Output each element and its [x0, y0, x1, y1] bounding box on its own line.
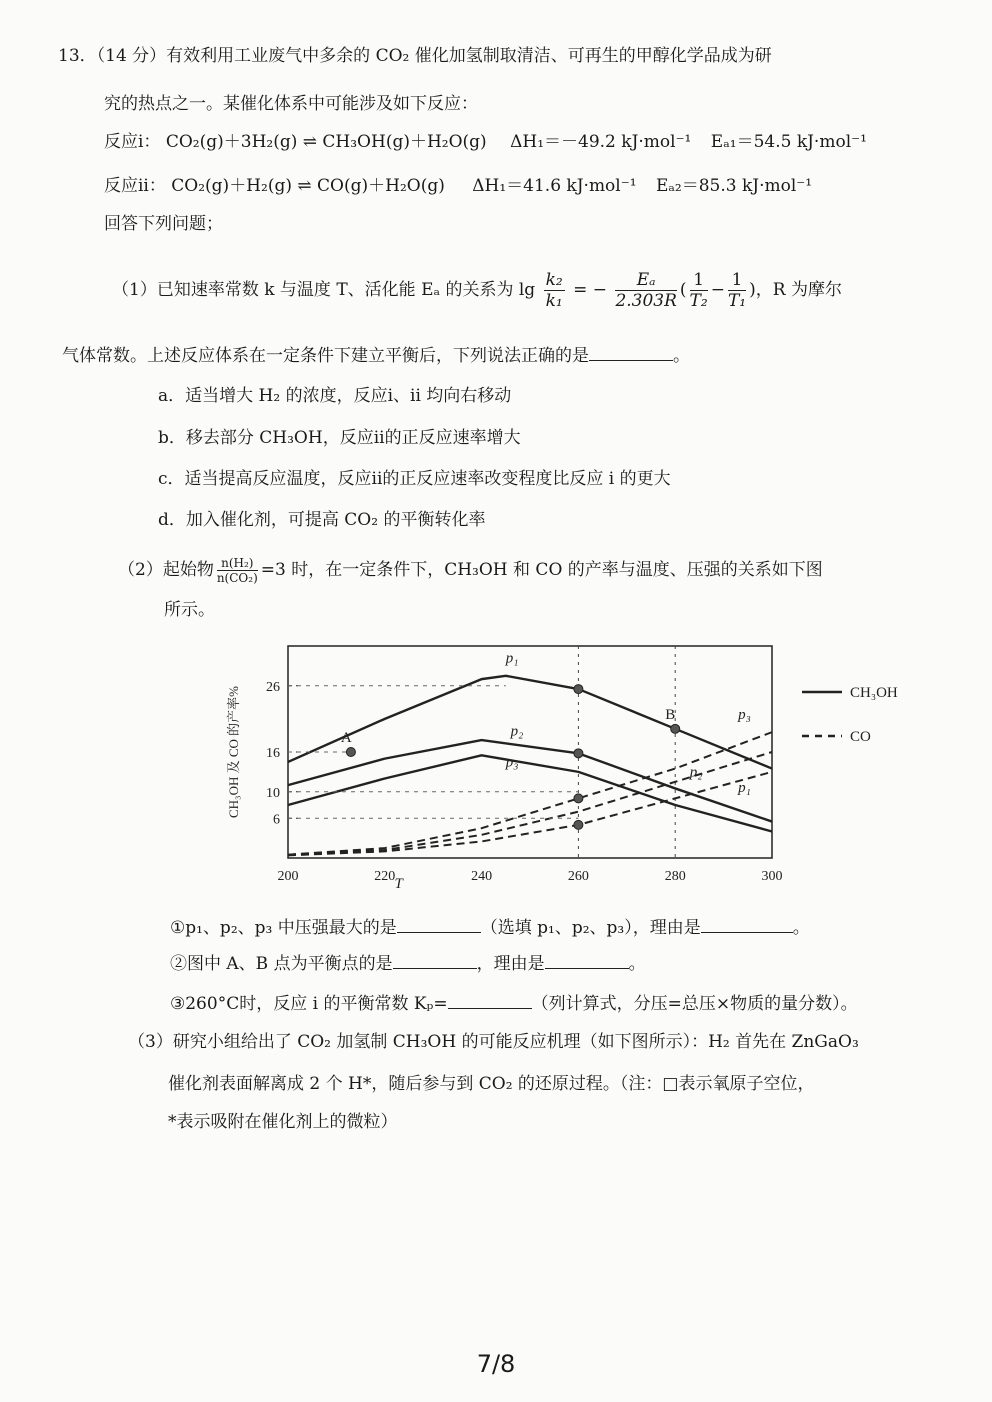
- reaction-2: [104, 174, 812, 198]
- reaction-1-enthalpy: ΔH₁＝－49.2 kJ·mol⁻¹: [510, 132, 692, 152]
- formula-k1: k₁: [545, 291, 563, 311]
- series-label: p₁: [505, 650, 519, 667]
- sub3-text-end: （列计算式，分压=总压×物质的量分数）。: [531, 994, 858, 1014]
- point-label: B: [665, 706, 676, 723]
- data-point: [346, 748, 355, 757]
- formula-ea-ratio: [615, 270, 676, 311]
- reaction-2-label: 反应ii：: [104, 176, 166, 196]
- formula-t2: T₂: [689, 291, 708, 311]
- part1-question: 气体常数。上述反应体系在一定条件下建立平衡后，下列说法正确的是: [62, 346, 589, 366]
- reaction-1-label: 反应i：: [104, 132, 161, 152]
- part1-text: （1）已知速率常数 k 与温度 T、活化能 Eₐ 的关系为: [112, 280, 514, 300]
- x-axis-label: T: [394, 876, 403, 890]
- sub1-mid: （选填 p₁、p₂、p₃），理由是: [480, 918, 701, 938]
- reaction-1-equation: CO₂(g)＋3H₂(g) ⇌ CH₃OH(g)＋H₂O(g): [165, 132, 487, 152]
- x-tick-label: 240: [471, 869, 493, 884]
- option-b: b．移去部分 CH₃OH，反应ii的正反应速率增大: [158, 428, 521, 448]
- data-point: [574, 749, 583, 758]
- formula-t1: T₁: [727, 291, 747, 311]
- legend-label: CH₃OH: [850, 685, 898, 701]
- series-line: [288, 676, 772, 769]
- legend-label: CO: [850, 729, 871, 745]
- series-line: [288, 732, 772, 855]
- answer-blank-sub2b[interactable]: [545, 950, 629, 969]
- formula-k-ratio: [544, 270, 565, 311]
- series-label: p₁: [738, 779, 751, 796]
- part3-line1: （3）研究小组给出了 CO₂ 加氢制 CH₃OH 的可能反应机理（如下图所示）：H₂ 首先在 ZnGaO₃: [128, 1032, 859, 1052]
- data-point: [671, 724, 680, 733]
- series-label: p₃: [505, 754, 519, 771]
- sub-question-2: [170, 950, 646, 976]
- answer-blank-sub1b[interactable]: [701, 914, 793, 933]
- series-line: [288, 740, 772, 821]
- period: 。: [628, 954, 646, 974]
- x-tick-label: 300: [761, 869, 783, 884]
- series-label: p₂: [689, 764, 703, 781]
- part2-line2: 所示。: [164, 600, 215, 620]
- series-label: p₃: [738, 706, 751, 723]
- period: 。: [792, 918, 810, 938]
- answer-blank-sub3[interactable]: [448, 990, 532, 1009]
- q13-intro-line2: 究的热点之一。某催化体系中可能涉及如下反应：: [104, 94, 478, 114]
- formula-minus: −: [710, 280, 725, 300]
- answer-blank-sub1a[interactable]: [397, 914, 481, 933]
- part3-line3: *表示吸附在催化剂上的微粒）: [168, 1112, 398, 1132]
- sub2-text: ②图中 A、B 点为平衡点的是: [170, 954, 393, 974]
- y-tick-label: 16: [266, 746, 280, 761]
- data-point: [574, 794, 583, 803]
- x-tick-label: 280: [664, 869, 686, 884]
- option-a: a．适当增大 H₂ 的浓度，反应i、ii 均向右移动: [158, 386, 512, 406]
- y-tick-label: 26: [266, 679, 280, 695]
- sub1-text: ①p₁、p₂、p₃ 中压强最大的是: [170, 918, 397, 938]
- reaction-1-activation-energy: Eₐ₁＝54.5 kJ·mol⁻¹: [710, 132, 867, 152]
- reaction-2-enthalpy: ΔH₁＝41.6 kJ·mol⁻¹: [472, 176, 637, 196]
- sub-question-3: [170, 990, 858, 1016]
- answer-blank-part1[interactable]: [589, 342, 673, 361]
- sub-question-1: [170, 914, 810, 940]
- formula-one: 1: [690, 270, 708, 291]
- reaction-2-equation: CO₂(g)＋H₂(g) ⇌ CO(g)＋H₂O(g): [171, 176, 445, 196]
- plot-frame: [288, 646, 772, 858]
- data-point: [574, 820, 583, 829]
- period: 。: [673, 346, 690, 366]
- part2-ratio: [217, 556, 258, 585]
- part1-line1: （1）已知速率常数 k 与温度 T、活化能 Eₐ 的关系为 lg $\frac{\text{k₂}}{\text{k₁}}$ = − $\frac{\text{Eₐ}}{2.303R}$ ( $\frac{1}{\text{T₂}}$ − $\frac{1}{\text{T₁}}$ )，R 为摩尔: [112, 270, 842, 311]
- part2-text: （2）起始物: [118, 560, 214, 580]
- formula-equals: = −: [573, 280, 608, 300]
- x-tick-label: 200: [277, 869, 299, 884]
- part2-line1: [118, 550, 823, 590]
- formula-lg: lg: [518, 280, 536, 300]
- ratio-numerator: n(H₂): [217, 556, 258, 571]
- option-c: c．适当提高反应温度，反应ii的正反应速率改变程度比反应 i 的更大: [158, 469, 671, 489]
- part3-line2: 催化剂表面解离成 2 个 H*，随后参与到 CO₂ 的还原过程。（注：□表示氧原子空位，: [168, 1074, 815, 1094]
- reaction-1: [104, 130, 867, 154]
- y-tick-label: 6: [273, 812, 280, 828]
- y-axis-label: CH₃OH 及 CO 的产率%: [226, 685, 241, 819]
- series-label: p₂: [510, 723, 524, 740]
- answer-prompt: 回答下列问题；: [104, 214, 223, 234]
- data-point: [574, 685, 583, 694]
- sub3-text: ③260°C时，反应 i 的平衡常数 Kₚ=: [170, 994, 448, 1014]
- option-d: d．加入催化剂，可提高 CO₂ 的平衡转化率: [158, 510, 486, 530]
- formula-inv-t1: [728, 270, 746, 311]
- yield-chart: [220, 630, 940, 890]
- q13-intro-line1: 13．（14 分）有效利用工业废气中多余的 CO₂ 催化加氢制取清洁、可再生的甲醇化学品成为研: [58, 46, 772, 66]
- ratio-denominator: n(CO₂): [216, 571, 258, 585]
- reaction-2-activation-energy: Eₐ₂＝85.3 kJ·mol⁻¹: [655, 176, 813, 196]
- page-number: 7/8: [476, 1350, 516, 1378]
- point-label: A: [340, 730, 352, 746]
- x-tick-label: 220: [374, 869, 396, 884]
- sub2-mid: ，理由是: [476, 954, 545, 974]
- formula-den: 2.303R: [615, 291, 677, 311]
- part1-line2: [62, 342, 690, 368]
- formula-k2: k₂: [545, 270, 563, 290]
- formula-one: 1: [728, 270, 746, 291]
- x-tick-label: 260: [567, 869, 589, 884]
- answer-blank-sub2a[interactable]: [393, 950, 477, 969]
- part2-text-end: =3 时，在一定条件下，CH₃OH 和 CO 的产率与温度、压强的关系如下图: [260, 560, 823, 580]
- formula-ea: Eₐ: [615, 270, 676, 291]
- part1-text-end: ，R 为摩尔: [755, 280, 842, 300]
- y-tick-label: 10: [266, 785, 280, 801]
- formula-inv-t2: [690, 270, 708, 311]
